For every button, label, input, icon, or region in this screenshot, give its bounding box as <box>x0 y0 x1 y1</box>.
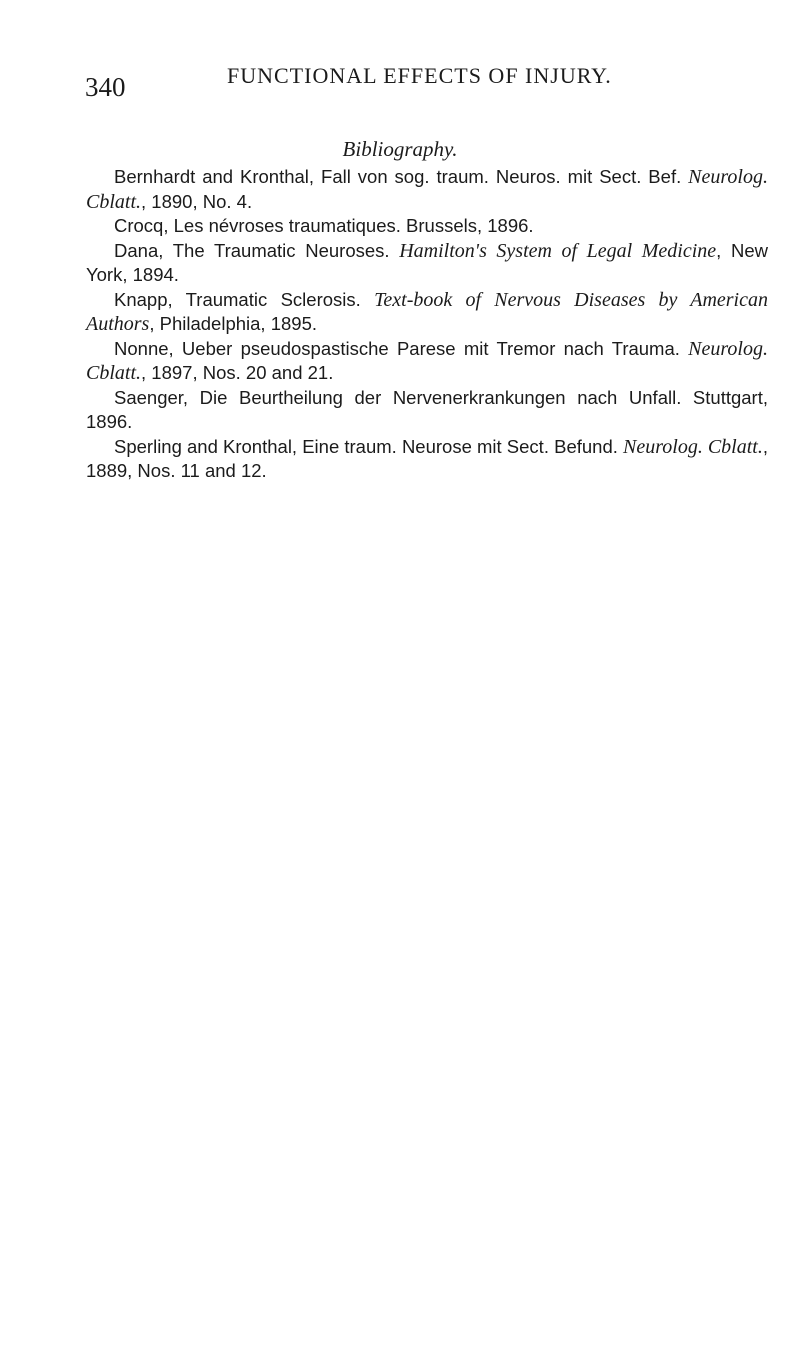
entry-details: , Philadelphia, 1895. <box>149 313 317 334</box>
entry-text: Saenger, Die Beurtheilung der Nervenerkrankungen nach Unfall. Stuttgart, 1896. <box>86 386 768 432</box>
bibliography-entry-dana <box>86 239 768 288</box>
entry-book-title: Hamilton's System of Legal Medicine <box>399 239 717 262</box>
entry-text: Nonne, Ueber pseudospastische Parese mit Tremor nach Trauma. <box>114 337 689 359</box>
entry-details: , 1890, No. 4. <box>141 190 253 212</box>
entry-text: Knapp, Traumatic Sclerosis. <box>114 288 375 310</box>
entry-journal-title: Neurolog. Cblatt. <box>86 166 768 213</box>
bibliography-entry-crocq <box>86 214 768 239</box>
bibliography-entry-knapp <box>86 288 768 337</box>
bibliography-list <box>86 165 768 484</box>
entry-details: , New York, 1894. <box>86 239 768 285</box>
bibliography-entry-saenger <box>86 386 768 435</box>
bibliography-entry-bernhardt <box>86 165 768 214</box>
bibliography-entry-sperling <box>86 435 768 484</box>
running-title: FUNCTIONAL EFFECTS OF INJURY. <box>227 63 612 88</box>
entry-text: Bernhardt and Kronthal, Fall von sog. traum. Neuros. mit Sect. Bef. <box>114 166 689 187</box>
bibliography-entry-nonne <box>86 337 768 386</box>
entry-details: , 1897, Nos. 20 and 21. <box>141 362 334 383</box>
entry-journal-title: Neurolog. Cblatt. <box>623 435 763 458</box>
entry-text: Dana, The Traumatic Neuroses. <box>114 239 400 261</box>
entry-journal-title: Neurolog. Cblatt. <box>86 337 768 384</box>
page-number: 340 <box>85 72 126 102</box>
section-title: Bibliography. <box>342 137 458 161</box>
entry-text: Sperling and Kronthal, Eine traum. Neurose mit Sect. Befund. <box>114 435 624 457</box>
entry-book-title: Text-book of Nervous Diseases by American Authors <box>86 288 768 335</box>
entry-details: , 1889, Nos. 11 and 12. <box>86 435 768 481</box>
entry-text: Crocq, Les névroses traumatiques. Brussels, 1896. <box>114 215 534 236</box>
